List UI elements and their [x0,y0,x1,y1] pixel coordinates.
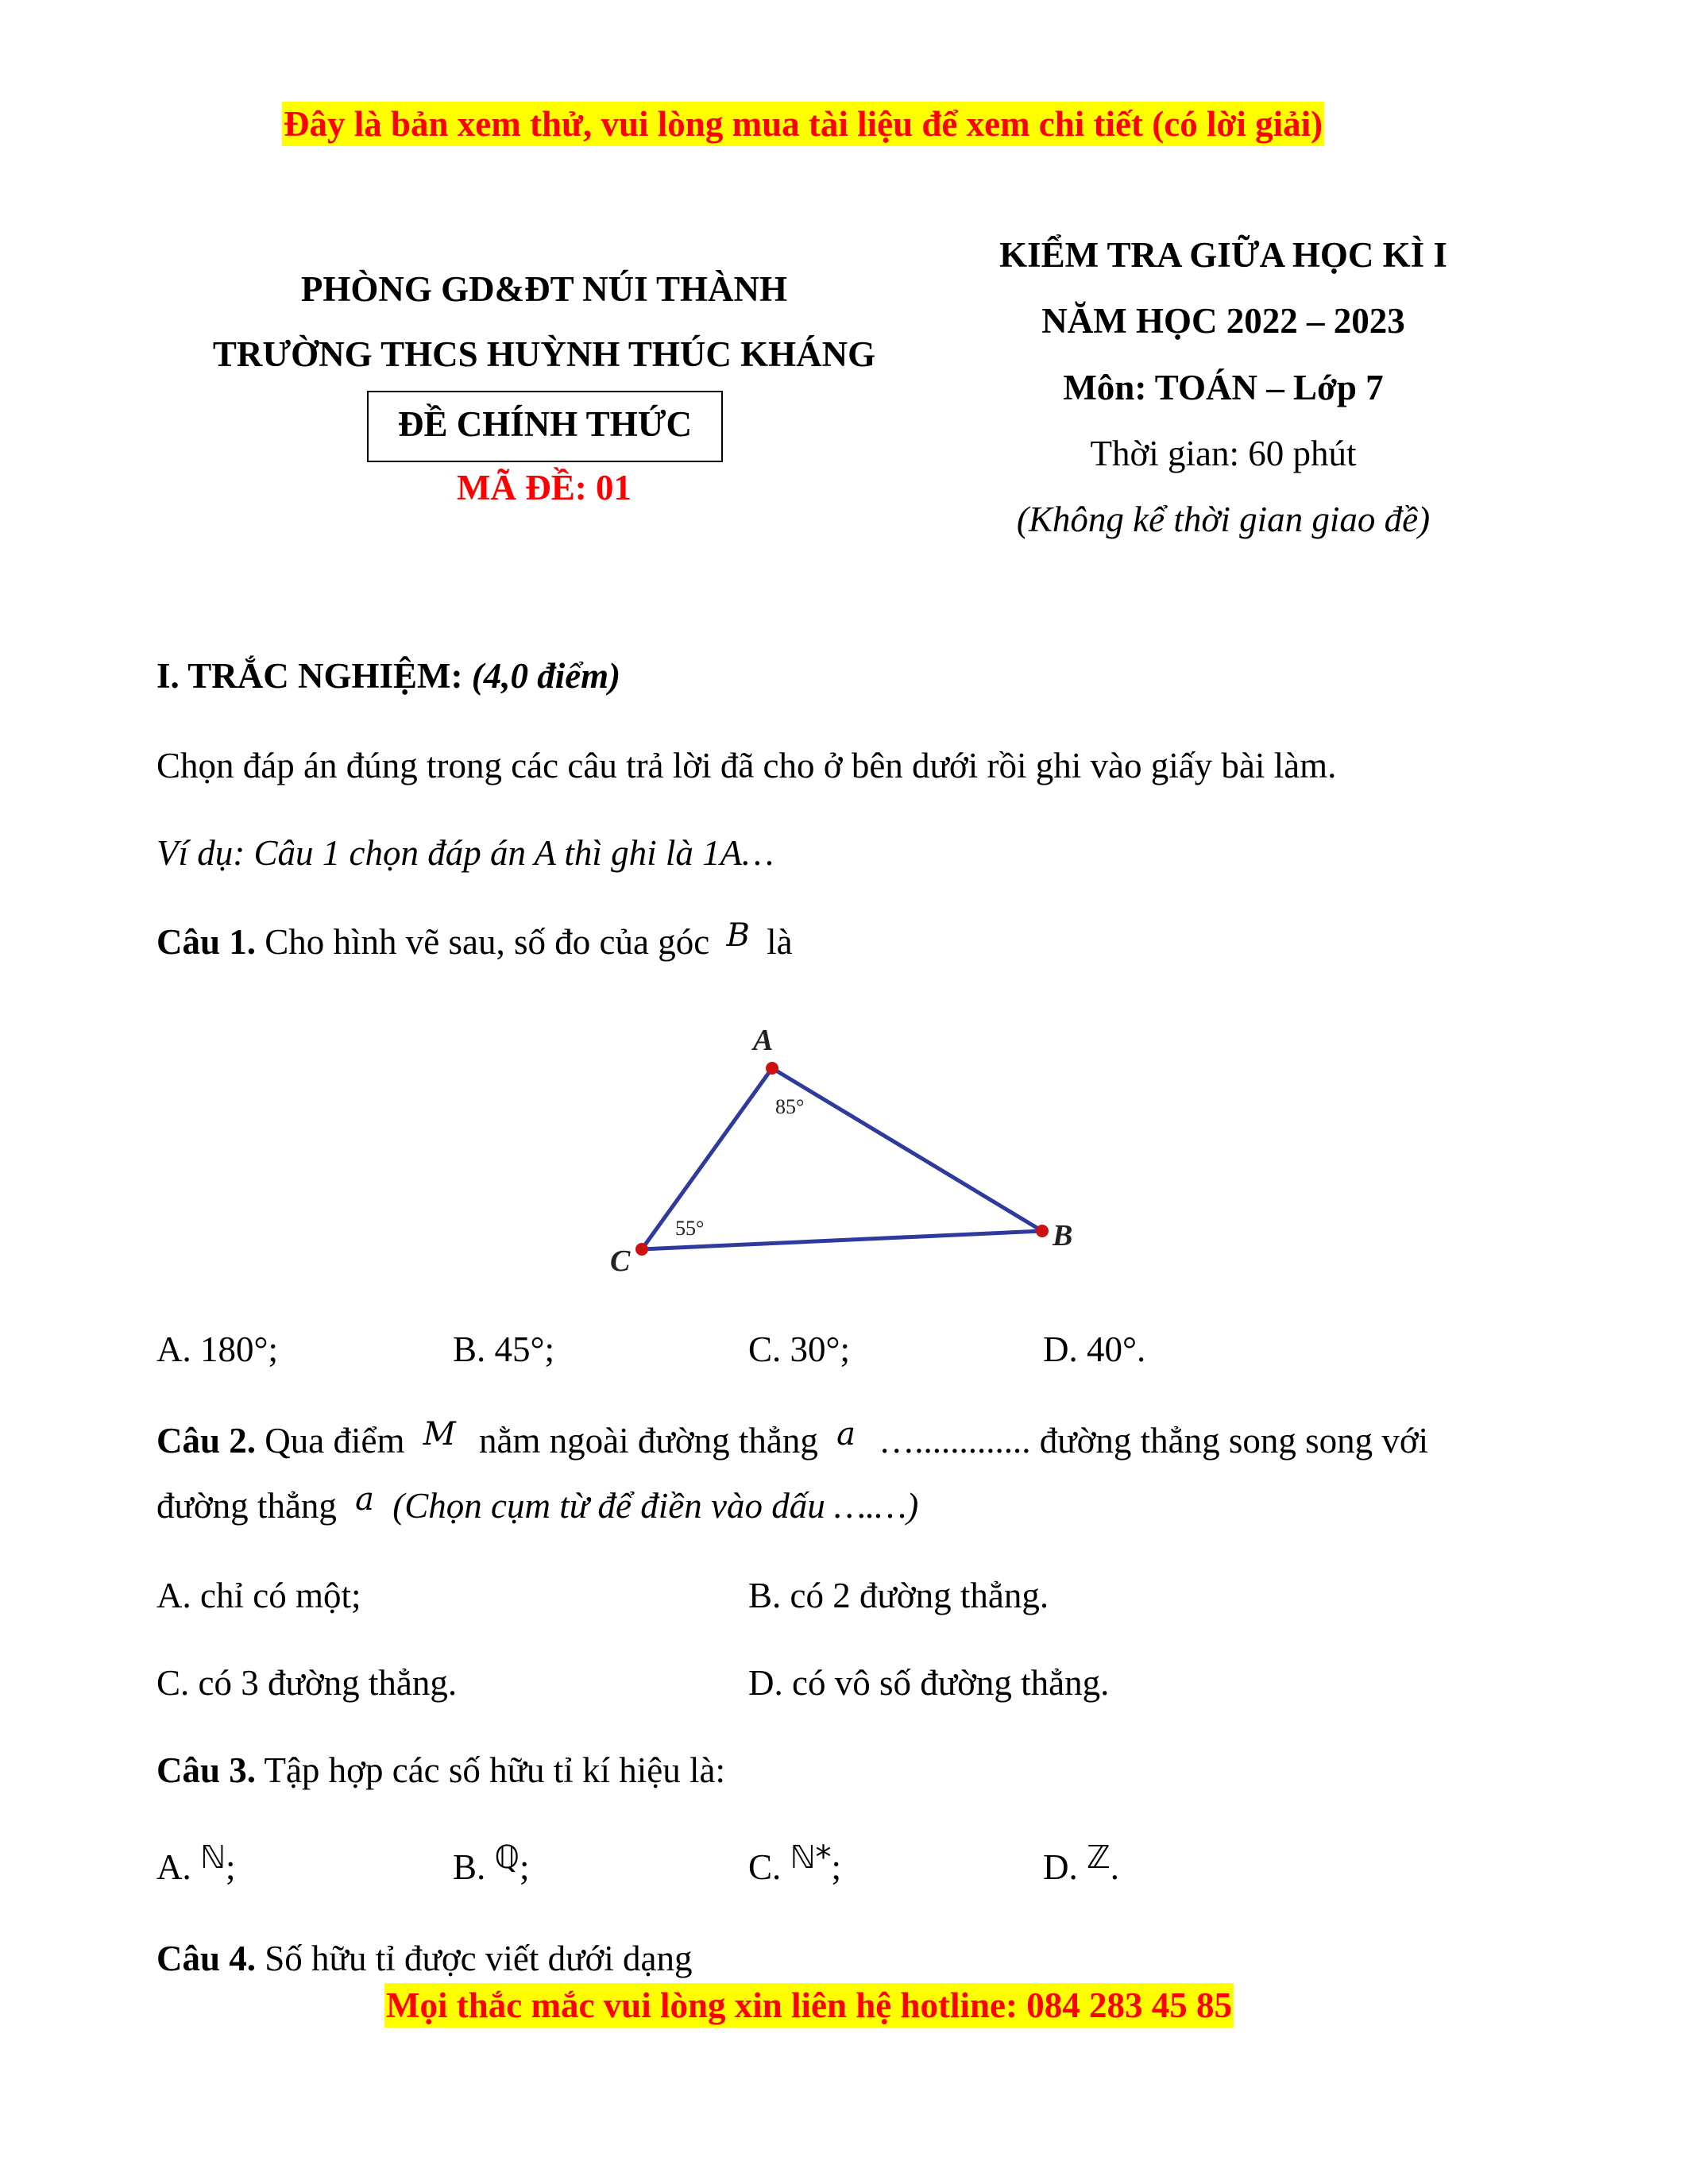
integers-symbol: ℤ [1087,1839,1111,1876]
question-2-line-2 [156,1481,919,1526]
preview-banner: Đây là bản xem thử, vui lòng mua tài liệu để xem chi tiết (có lời giải) [282,102,1324,146]
section-points: (4,0 điểm) [471,656,621,696]
q2-option-c: C. có 3 đường thẳng. [156,1663,458,1703]
q3-option-b-prefix: B. [453,1847,486,1887]
angle-variable: B [726,917,750,954]
question-4-label: Câu 4. [156,1939,257,1978]
line-variable-a: a [836,1416,856,1453]
question-2-text-3: …............. đường thẳng song song với [879,1421,1429,1461]
q3-option-b [453,1839,530,1888]
question-3-label: Câu 3. [156,1750,257,1790]
example-text: Ví dụ: Câu 1 chọn đáp án A thì ghi là 1A… [156,833,774,873]
angle-c-label: 55° [675,1217,705,1240]
side-ac [642,1068,772,1249]
q3-option-d-suffix: . [1110,1847,1120,1887]
vertex-label-b: B [1053,1219,1073,1252]
point-variable-m: M [423,1416,456,1453]
exam-duration: Thời gian: 60 phút [1090,434,1357,473]
q3-option-a-prefix: A. [156,1847,191,1887]
official-exam-label: ĐỀ CHÍNH THỨC [397,404,693,444]
q3-option-c [748,1839,842,1888]
q2-option-b: B. có 2 đường thẳng. [748,1576,1049,1615]
vertex-label-c: C [610,1244,631,1278]
question-2-line-1 [156,1416,1523,1461]
section-title [156,655,620,696]
question-1 [156,917,793,963]
question-1-tail: là [767,922,793,962]
side-ab [772,1068,1042,1231]
point-b [1036,1225,1049,1237]
q3-option-c-prefix: C. [748,1847,782,1887]
triangle-figure [588,1009,1096,1287]
official-exam-box [367,391,723,462]
instruction-text: Chọn đáp án đúng trong các câu trả lời đã cho ở bên dưới rồi ghi vào giấy bài làm. [156,746,1337,785]
exam-title: KIỂM TRA GIỮA HỌC KÌ I [999,235,1447,275]
q2-option-a: A. chỉ có một; [156,1576,361,1615]
question-2-text-4: đường thẳng [156,1486,337,1526]
q1-option-c: C. 30°; [748,1329,851,1369]
vertex-label-a: A [753,1024,774,1057]
line-variable-a-2: a [355,1481,375,1518]
rational-numbers-symbol: ℚ [494,1839,520,1876]
question-1-label: Câu 1. [156,922,257,962]
question-4-text: Số hữu tỉ được viết dưới dạng [265,1939,693,1978]
q3-option-a-suffix: ; [226,1847,236,1887]
angle-a-label: 85° [775,1095,805,1118]
q1-option-a: A. 180°; [156,1329,278,1369]
question-1-text: Cho hình vẽ sau, số đo của góc [265,922,710,962]
section-heading: I. TRẮC NGHIỆM: [156,656,463,696]
q1-option-d: D. 40°. [1043,1329,1146,1369]
exam-code: MÃ ĐỀ: 01 [457,468,632,507]
question-2-label: Câu 2. [156,1421,257,1461]
school-year: NĂM HỌC 2022 – 2023 [1041,301,1405,341]
question-3 [156,1750,725,1791]
question-2-text-1: Qua điểm [265,1421,405,1461]
q2-option-d: D. có vô số đường thẳng. [748,1663,1110,1703]
question-2-text-2: nằm ngoài đường thẳng [478,1421,818,1461]
positive-naturals-symbol: ℕ* [790,1839,832,1876]
hotline-banner: Mọi thắc mắc vui lòng xin liên hệ hotline: 084 283 45 85 [384,1983,1234,2028]
subject-grade: Môn: TOÁN – Lớp 7 [1063,368,1384,407]
point-a [766,1062,778,1075]
q3-option-b-suffix: ; [520,1847,530,1887]
duration-note: (Không kể thời gian giao đề) [1016,500,1431,539]
natural-numbers-symbol: ℕ [200,1839,226,1876]
q3-option-a [156,1839,236,1888]
question-4 [156,1938,693,1979]
q3-option-d-prefix: D. [1043,1847,1078,1887]
department-name: PHÒNG GD&ĐT NÚI THÀNH [300,269,788,309]
question-3-text: Tập hợp các số hữu tỉ kí hiệu là: [264,1750,726,1790]
school-name: TRƯỜNG THCS HUỲNH THÚC KHÁNG [212,334,876,374]
q1-option-b: B. 45°; [453,1329,555,1369]
q3-option-c-suffix: ; [831,1847,842,1887]
q3-option-d [1043,1839,1120,1888]
point-c [635,1243,648,1256]
question-2-hint: (Chọn cụm từ để điền vào dấu ….…) [392,1486,919,1526]
